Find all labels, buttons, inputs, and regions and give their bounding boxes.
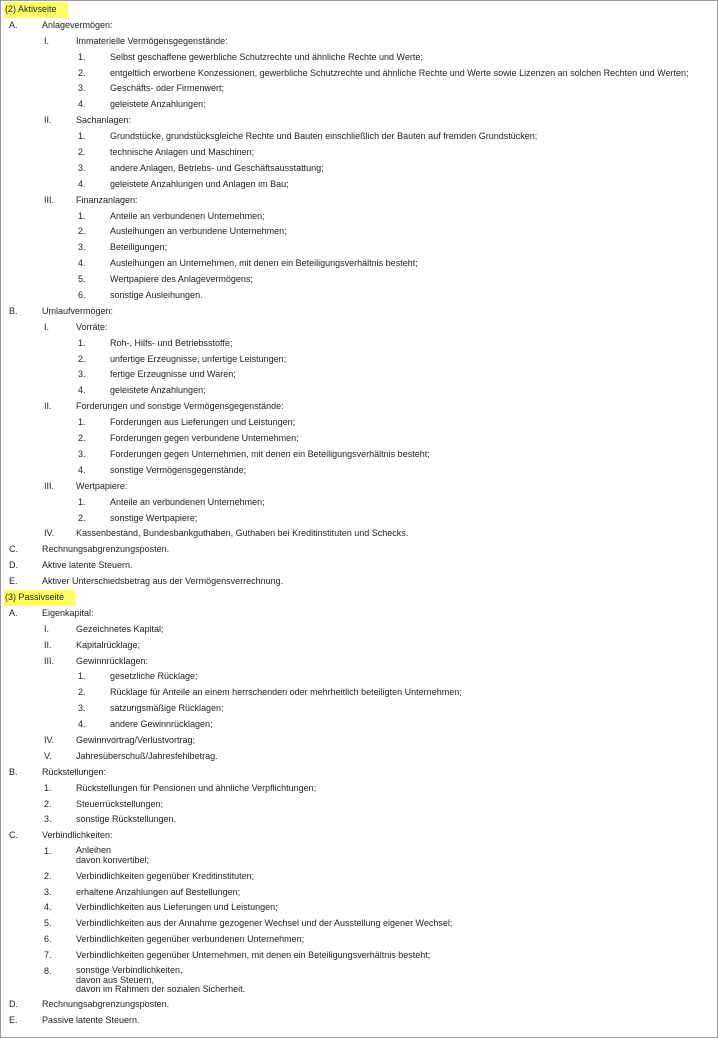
outline-item-level-2	[1, 352, 717, 368]
item-marker: I.	[44, 623, 50, 634]
outline-item-level-1	[1, 885, 717, 901]
item-text: Finanzanlagen:	[76, 194, 138, 205]
item-marker: 4.	[78, 464, 86, 475]
item-text: Eigenkapital:	[42, 607, 94, 618]
item-text: Verbindlichkeiten gegenüber Kreditinstituten;	[76, 870, 255, 881]
item-marker: 2.	[44, 870, 52, 881]
outline-item-level-2	[1, 177, 717, 193]
item-text: Steuerrückstellungen;	[76, 798, 164, 809]
outline-item-level-1	[1, 479, 717, 495]
item-marker: 1.	[78, 496, 86, 507]
item-marker: D.	[9, 560, 18, 571]
item-text: Rückstellungen:	[42, 766, 107, 777]
item-text-line: davon aus Steuern,	[76, 974, 155, 985]
item-text-line: davon im Rahmen der sozialen Sicherheit.	[76, 984, 246, 995]
item-text: Verbindlichkeiten aus der Annahme gezogener Wechsel und der Ausstellung eigener Wechsel;	[76, 918, 453, 929]
item-text: Rechnungsabgrenzungsposten.	[42, 544, 170, 555]
item-text: entgeltlich erworbene Konzessionen, gewerbliche Schutzrechte und ähnliche Rechte und Werte sowie Lizenzen an solchen Rechten und Werten;	[110, 67, 689, 78]
item-marker: 1.	[78, 51, 86, 62]
item-marker: II.	[44, 639, 52, 650]
item-marker: 2.	[44, 798, 52, 809]
item-text: Kassenbestand, Bundesbankguthaben, Guthaben bei Kreditinstituten und Schecks.	[76, 528, 409, 539]
item-text: Anlagevermögen:	[42, 19, 113, 30]
outline-item-level-0	[1, 828, 717, 844]
outline-item-level-0	[1, 18, 717, 34]
item-text: satzungsmäßige Rücklagen;	[110, 703, 224, 714]
outline-item-level-2	[1, 129, 717, 145]
item-text: Rückstellungen für Pensionen und ähnliche Verpflichtungen;	[76, 782, 317, 793]
item-text: sonstige Wertpapiere;	[110, 512, 198, 523]
item-marker: V.	[44, 750, 52, 761]
item-text: Ausleihungen an verbundene Unternehmen;	[110, 226, 287, 237]
item-marker: 2.	[78, 353, 86, 364]
item-marker: B.	[9, 766, 18, 777]
outline-item-level-2	[1, 272, 717, 288]
item-text: unfertige Erzeugnisse, unfertige Leistungen;	[110, 353, 287, 364]
item-marker: 5.	[44, 918, 52, 929]
item-text: Gezeichnetes Kapital;	[76, 623, 164, 634]
outline-item-level-2	[1, 463, 717, 479]
section-heading	[1, 2, 717, 18]
item-text: Anteile an verbundenen Unternehmen;	[110, 210, 265, 221]
section-heading-label: (2) Aktivseite	[4, 2, 68, 18]
item-marker: 1.	[78, 417, 86, 428]
outline-item-level-1	[1, 320, 717, 336]
item-marker: 3.	[78, 162, 86, 173]
item-marker: 3.	[78, 369, 86, 380]
outline-item-level-2	[1, 669, 717, 685]
item-marker: 8.	[44, 966, 52, 977]
item-marker: 2.	[78, 226, 86, 237]
item-text: Rechnungsabgrenzungsposten.	[42, 999, 170, 1010]
balance-sheet-outline	[1, 2, 717, 1029]
item-text	[76, 846, 149, 865]
outline-item-level-2	[1, 701, 717, 717]
outline-item-level-2	[1, 81, 717, 97]
item-marker: IV.	[44, 734, 55, 745]
item-text: erhaltene Anzahlungen auf Bestellungen;	[76, 886, 241, 897]
item-marker: E.	[9, 1014, 18, 1025]
outline-item-level-0	[1, 997, 717, 1013]
item-marker: 1.	[78, 671, 86, 682]
item-text-line: davon konvertibel;	[76, 854, 150, 865]
item-marker: 4.	[78, 258, 86, 269]
item-text: Verbindlichkeiten aus Lieferungen und Leistungen;	[76, 902, 278, 913]
outline-item-level-0	[1, 1013, 717, 1029]
outline-item-level-1	[1, 654, 717, 670]
item-text: Wertpapiere:	[76, 480, 128, 491]
item-text: Forderungen aus Lieferungen und Leistungen;	[110, 417, 296, 428]
outline-item-level-2	[1, 209, 717, 225]
item-text: Wertpapiere des Anlagevermögens;	[110, 274, 253, 285]
outline-item-level-1	[1, 113, 717, 129]
item-text: Kapitalrücklage;	[76, 639, 141, 650]
outline-item-level-2	[1, 495, 717, 511]
item-text: Aktiver Unterschiedsbetrag aus der Vermögensverrechnung.	[42, 576, 284, 587]
item-marker: E.	[9, 576, 18, 587]
item-text: andere Gewinnrücklagen;	[110, 719, 213, 730]
item-text: gesetzliche Rücklage;	[110, 671, 198, 682]
item-text: Umlaufvermögen:	[42, 305, 114, 316]
item-text-line: sonstige Verbindlichkeiten,	[76, 965, 183, 976]
item-text: andere Anlagen, Betriebs- und Geschäftsausstattung;	[110, 162, 324, 173]
item-text: Ausleihungen an Unternehmen, mit denen ein Beteiligungsverhältnis besteht;	[110, 258, 418, 269]
item-marker: 5.	[78, 274, 86, 285]
outline-item-level-1	[1, 900, 717, 916]
item-marker: 2.	[78, 147, 86, 158]
outline-item-level-2	[1, 161, 717, 177]
item-marker: B.	[9, 305, 18, 316]
item-marker: III.	[44, 194, 55, 205]
item-text: Grundstücke, grundstücksgleiche Rechte und Bauten einschließlich der Bauten auf fremden Grundstücken;	[110, 131, 538, 142]
outline-item-level-0	[1, 304, 717, 320]
item-marker: 1.	[78, 210, 86, 221]
item-text: Selbst geschaffene gewerbliche Schutzrechte und ähnliche Rechte und Werte;	[110, 51, 423, 62]
item-text: Aktive latente Steuern.	[42, 560, 133, 571]
item-text: Jahresüberschuß/Jahresfehlbetrag.	[76, 750, 218, 761]
item-marker: 4.	[78, 99, 86, 110]
outline-item-level-2	[1, 336, 717, 352]
item-text: fertige Erzeugnisse und Waren;	[110, 369, 236, 380]
outline-item-level-2	[1, 288, 717, 304]
item-marker: C.	[9, 830, 18, 841]
outline-item-level-1	[1, 526, 717, 542]
item-text: technische Anlagen und Maschinen;	[110, 147, 255, 158]
outline-item-level-1	[1, 34, 717, 50]
outline-item-level-1	[1, 964, 717, 997]
item-marker: 1.	[78, 131, 86, 142]
outline-item-level-1	[1, 932, 717, 948]
outline-item-level-2	[1, 97, 717, 113]
item-marker: A.	[9, 19, 18, 30]
item-text: sonstige Rückstellungen.	[76, 814, 177, 825]
item-marker: 1.	[78, 337, 86, 348]
item-text: Forderungen gegen verbundene Unternehmen;	[110, 433, 299, 444]
outline-item-level-1	[1, 797, 717, 813]
item-text: Verbindlichkeiten gegenüber Unternehmen, mit denen ein Beteiligungsverhältnis besteht;	[76, 950, 431, 961]
item-marker: III.	[44, 655, 55, 666]
item-marker: 2.	[78, 687, 86, 698]
outline-item-level-2	[1, 511, 717, 527]
item-text: Beteiligungen;	[110, 242, 168, 253]
outline-item-level-1	[1, 781, 717, 797]
item-marker: 1.	[44, 782, 52, 793]
item-text: sonstige Vermögensgegenstände;	[110, 464, 247, 475]
outline-item-level-0	[1, 558, 717, 574]
item-marker: 2.	[78, 67, 86, 78]
outline-item-level-1	[1, 948, 717, 964]
item-marker: I.	[44, 35, 50, 46]
item-marker: 3.	[78, 83, 86, 94]
outline-item-level-2	[1, 447, 717, 463]
item-marker: 4.	[78, 178, 86, 189]
outline-item-level-2	[1, 383, 717, 399]
item-text: geleistete Anzahlungen und Anlagen im Bau;	[110, 178, 289, 189]
item-text: sonstige Ausleihungen.	[110, 290, 203, 301]
item-text: Verbindlichkeiten:	[42, 830, 113, 841]
item-marker: A.	[9, 607, 18, 618]
section-heading	[1, 590, 717, 606]
item-text: Immaterielle Vermögensgegenstände:	[76, 35, 228, 46]
outline-item-level-2	[1, 50, 717, 66]
item-text: Passive latente Steuern.	[42, 1014, 140, 1025]
outline-item-level-2	[1, 240, 717, 256]
outline-item-level-1	[1, 869, 717, 885]
outline-item-level-2	[1, 415, 717, 431]
item-marker: 3.	[78, 703, 86, 714]
outline-item-level-1	[1, 622, 717, 638]
outline-item-level-0	[1, 542, 717, 558]
item-marker: 3.	[78, 448, 86, 459]
outline-item-level-2	[1, 685, 717, 701]
outline-item-level-1	[1, 193, 717, 209]
item-marker: 6.	[44, 934, 52, 945]
item-text: Verbindlichkeiten gegenüber verbundenen Unternehmen;	[76, 934, 305, 945]
outline-item-level-2	[1, 431, 717, 447]
item-text: Sachanlagen:	[76, 115, 132, 126]
item-marker: 6.	[78, 290, 86, 301]
item-text: Vorräte:	[76, 321, 108, 332]
item-text: Forderungen und sonstige Vermögensgegenstände:	[76, 401, 284, 412]
item-text: geleistete Anzahlungen;	[110, 99, 206, 110]
item-marker: II.	[44, 401, 52, 412]
outline-item-level-2	[1, 367, 717, 383]
item-text	[76, 966, 245, 995]
item-marker: 4.	[44, 902, 52, 913]
item-marker: 1.	[44, 846, 52, 857]
outline-item-level-1	[1, 844, 717, 869]
item-text: Roh-, Hilfs- und Betriebsstoffe;	[110, 337, 233, 348]
item-text: Anteile an verbundenen Unternehmen;	[110, 496, 265, 507]
item-text: geleistete Anzahlungen;	[110, 385, 206, 396]
outline-item-level-2	[1, 224, 717, 240]
item-marker: 4.	[78, 385, 86, 396]
item-marker: II.	[44, 115, 52, 126]
outline-item-level-1	[1, 916, 717, 932]
outline-item-level-2	[1, 256, 717, 272]
item-text: Gewinnrücklagen:	[76, 655, 149, 666]
outline-item-level-1	[1, 638, 717, 654]
item-text: Gewinnvortrag/Verlustvortrag;	[76, 734, 196, 745]
outline-item-level-2	[1, 145, 717, 161]
item-text: Forderungen gegen Unternehmen, mit denen ein Beteiligungsverhältnis besteht;	[110, 448, 430, 459]
item-text-line: Anleihen	[76, 845, 112, 856]
item-text: Rücklage für Anteile an einem herrschenden oder mehrheitlich beteiligten Unternehmen;	[110, 687, 462, 698]
outline-item-level-0	[1, 606, 717, 622]
item-marker: I.	[44, 321, 50, 332]
item-marker: D.	[9, 999, 18, 1010]
item-marker: 4.	[78, 719, 86, 730]
item-marker: 3.	[78, 242, 86, 253]
outline-item-level-1	[1, 733, 717, 749]
item-marker: 3.	[44, 814, 52, 825]
outline-item-level-1	[1, 399, 717, 415]
item-marker: 7.	[44, 950, 52, 961]
item-marker: IV.	[44, 528, 55, 539]
outline-item-level-1	[1, 749, 717, 765]
item-marker: 3.	[44, 886, 52, 897]
item-marker: C.	[9, 544, 18, 555]
item-marker: III.	[44, 480, 55, 491]
outline-item-level-0	[1, 765, 717, 781]
item-marker: 2.	[78, 433, 86, 444]
item-text: Geschäfts- oder Firmenwert;	[110, 83, 225, 94]
section-heading-label: (3) Passivseite	[4, 590, 75, 606]
item-marker: 2.	[78, 512, 86, 523]
outline-item-level-2	[1, 66, 717, 82]
outline-item-level-2	[1, 717, 717, 733]
outline-item-level-1	[1, 812, 717, 828]
outline-item-level-0	[1, 574, 717, 590]
